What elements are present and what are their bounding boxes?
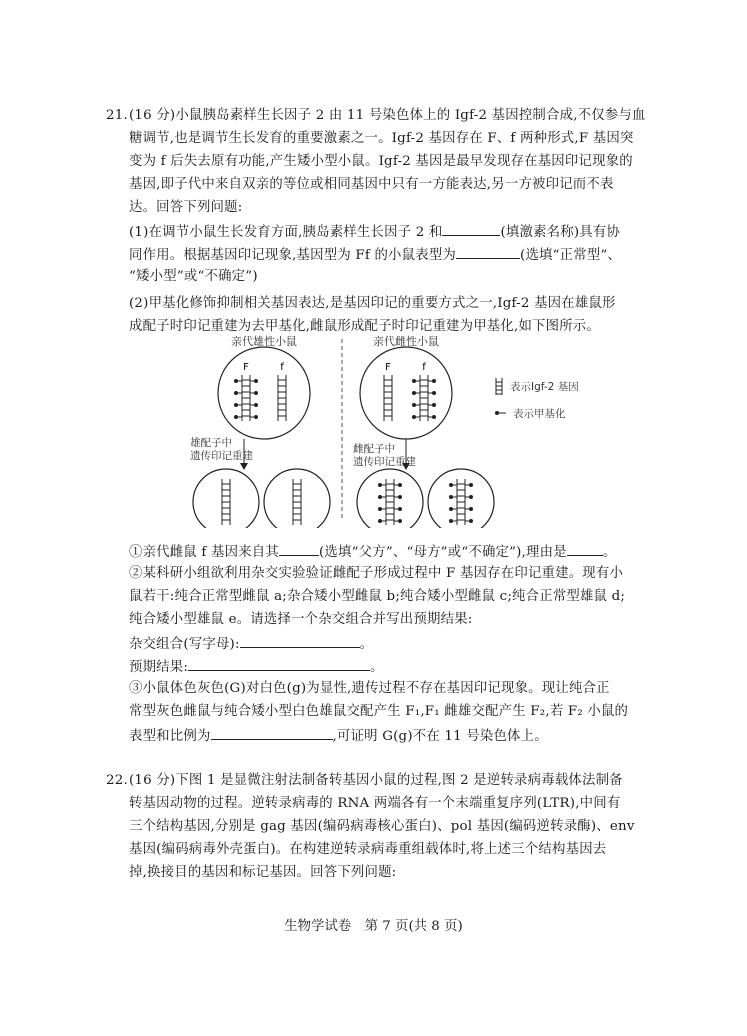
q21-part2-line-2: 成配子时印记重建为去甲基化,雌鼠形成配子时印记重建为甲基化,如下图所示。: [129, 319, 600, 334]
answer-blank-ratio[interactable]: [211, 727, 333, 740]
female-gamete-2: [428, 469, 494, 528]
q21-sub2-line-1: ②某科研小组欲利用杂交实验验证雌配子形成过程中 F 基因存在印记重建。现有小: [129, 566, 624, 581]
q21-sub3-line-2: 常型灰色雌鼠与纯合矮小型白色雄鼠交配产生 F₁,F₁ 雌雄交配产生 F₂,若 F₂ 小鼠的: [129, 704, 629, 719]
male-gene-F-label: F: [243, 362, 249, 373]
female-arrow-label-2: 遗传印记重建: [353, 456, 416, 468]
q21-sub3-line-1: ③小鼠体色灰色(G)对白色(g)为显性,遗传过程不存在基因印记现象。现让纯合正: [129, 681, 610, 696]
q21-number: 21.: [106, 108, 128, 123]
legend-methyl-label: 表示甲基化: [513, 408, 566, 420]
male-parent-cell: [218, 347, 310, 439]
female-f-gene-icon: [420, 375, 428, 421]
q21-intro-line-5: 达。回答下列问题:: [129, 200, 243, 215]
q22-line-3: 三个结构基因,分别是 gag 基因(编码病毒核心蛋白)、pol 基因(编码逆转录酶)、env: [129, 819, 635, 834]
male-F-methyl-icon: [234, 379, 258, 419]
male-f-gene-icon: [278, 375, 286, 421]
male-gamete-1: [193, 469, 259, 528]
female-parent-cell: [360, 347, 452, 439]
male-arrow-label-2: 遗传印记重建: [190, 450, 253, 462]
female-gene-F-label: F: [385, 362, 391, 373]
answer-blank-phenotype[interactable]: [456, 246, 520, 259]
male-parent-title: 亲代雄性小鼠: [231, 335, 297, 348]
answer-blank-hormone[interactable]: [442, 223, 500, 236]
q21-part1-line-1: (1)在调节小鼠生长发育方面,胰岛素样生长因子 2 和 (填激素名称)具有协: [129, 225, 621, 240]
q22-line-1: (16 分)下图 1 是显微注射法制备转基因小鼠的过程,图 2 是逆转录病毒载体法制备: [129, 773, 623, 788]
q21-sub1: ①亲代雌鼠 f 基因来自其 (选填“父方”、“母方”或“不确定”),理由是 。: [129, 545, 617, 560]
q21-sub2-cross: 杂交组合(写字母): 。: [129, 637, 374, 652]
q21-intro-line-3: 变为 f 后失去原有功能,产生矮小型小鼠。Igf-2 基因是最早发现存在基因印记现象的: [129, 154, 633, 169]
answer-blank-cross[interactable]: [240, 635, 360, 648]
female-f-methyl-icon: [412, 379, 436, 419]
q22-number: 22.: [106, 773, 128, 788]
q21-sub3-line-3: 表型和比例为 ,可证明 G(g)不在 11 号染色体上。: [129, 729, 548, 744]
page-footer: 生物学试卷 第 7 页(共 8 页): [284, 919, 463, 934]
answer-blank-reason[interactable]: [567, 543, 603, 556]
q21-part1-line-3: “矮小型”或“不确定”): [129, 269, 258, 284]
q21-sub2-line-2: 鼠若干:纯合正常型雌鼠 a;杂合矮小型雌鼠 b;纯合矮小型雌鼠 c;纯合正常型雄鼠 d;: [129, 589, 626, 604]
q22-line-2: 转基因动物的过程。逆转录病毒的 RNA 两端各有一个末端重复序列(LTR),中间有: [129, 796, 621, 811]
imprinting-figure: [180, 333, 610, 528]
q22-line-5: 掉,换接目的基因和标记基因。回答下列问题:: [129, 865, 397, 880]
q21-part2-line-1: (2)甲基化修饰抑制相关基因表达,是基因印记的重要方式之一,Igf-2 基因在雄鼠形: [129, 296, 616, 311]
male-gene-f-label: f: [280, 362, 284, 373]
q21-intro-line-4: 基因,即子代中来自双亲的等位或相同基因中只有一方能表达,另一方被印记而不表: [129, 177, 614, 192]
female-gamete-2-methyl-icon: [449, 483, 473, 523]
female-gamete-1: [357, 469, 423, 528]
legend-gene-icon: [496, 378, 502, 395]
male-F-gene-icon: [242, 375, 250, 421]
legend-methyl-icon: [495, 411, 506, 415]
female-arrow-label-1: 雌配子中: [353, 443, 395, 455]
q21-part1-line-2: 同作用。根据基因印记现象,基因型为 Ff 的小鼠表型为 (选填“正常型”、: [129, 248, 622, 263]
female-gene-f-label: f: [422, 362, 426, 373]
male-arrow-label-1: 雄配子中: [190, 437, 232, 449]
female-gamete-2-gene-icon: [457, 479, 465, 525]
q22-line-4: 基因(编码病毒外壳蛋白)。在构建逆转录病毒重组载体时,将上述三个结构基因去: [129, 842, 607, 857]
q21-intro-line-1: (16 分)小鼠胰岛素样生长因子 2 由 11 号染色体上的 Igf-2 基因控制合成,不仅参与血: [129, 108, 646, 123]
male-arrow-head: [240, 463, 248, 470]
q21-intro-line-2: 糖调节,也是调节生长发育的重要激素之一。Igf-2 基因存在 F、f 两种形式,F 基因突: [129, 131, 634, 146]
female-gamete-1-gene-icon: [386, 479, 394, 525]
male-gamete-2-gene-icon: [293, 479, 301, 525]
female-gamete-1-methyl-icon: [378, 483, 402, 523]
q21-sub2-result: 预期结果: 。: [129, 660, 384, 675]
answer-blank-origin[interactable]: [279, 543, 319, 556]
legend-gene-label: 表示Igf-2 基因: [510, 381, 579, 393]
male-gamete-1-gene-icon: [222, 479, 230, 525]
female-parent-title: 亲代雌性小鼠: [373, 335, 439, 348]
answer-blank-result[interactable]: [188, 658, 370, 671]
q21-sub2-line-3: 纯合矮小型雄鼠 e。请选择一个杂交组合并写出预期结果:: [129, 612, 473, 627]
female-F-gene-icon: [384, 375, 392, 421]
male-gamete-2: [264, 469, 330, 528]
